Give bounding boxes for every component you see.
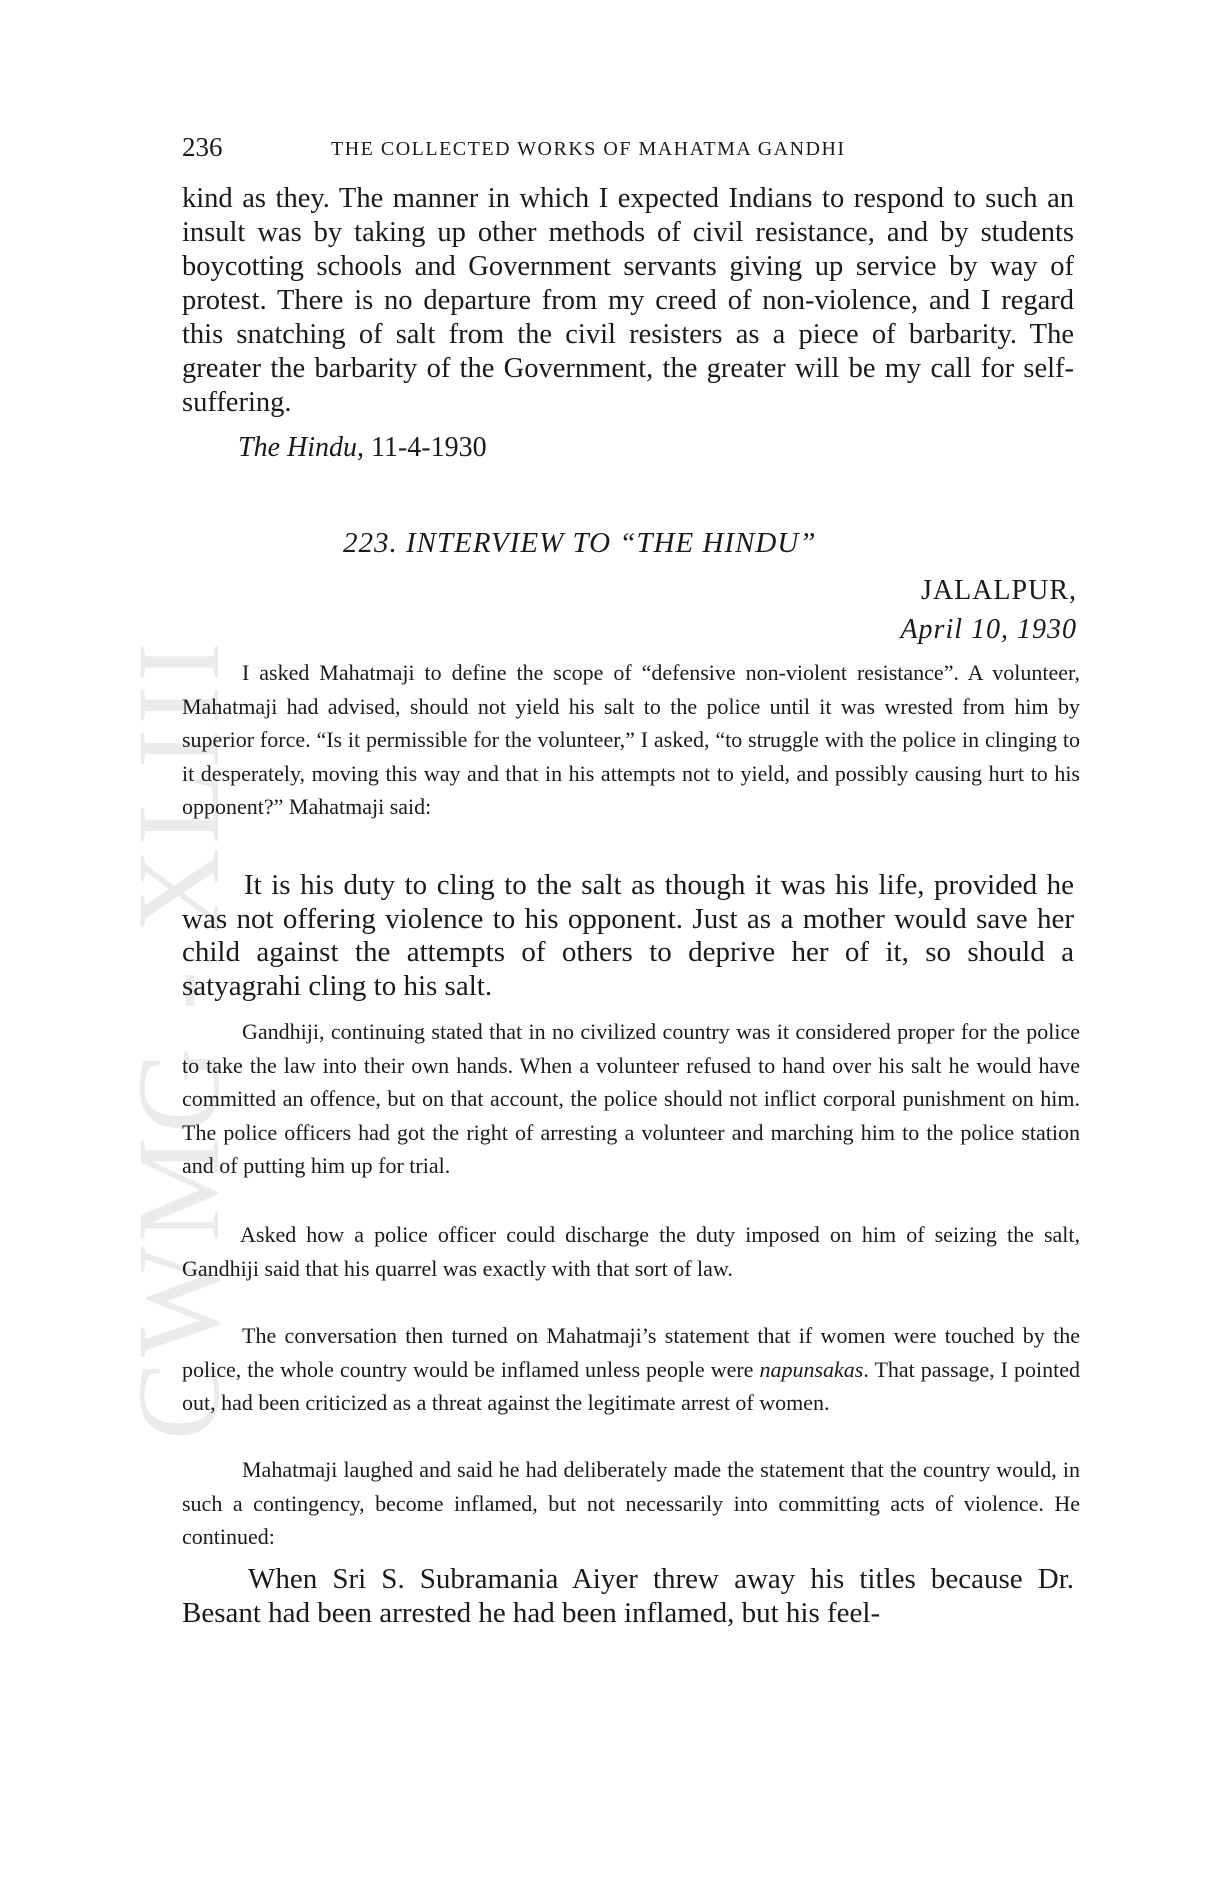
paragraph-laughed-text: Mahatmaji laughed and said he had deliberately made the statement that the country would, in such a contingency, become inflamed, but not necessarily into committing acts of violence. He continued:: [182, 1457, 1080, 1549]
paragraph-conversation: [182, 1319, 1080, 1420]
running-title: THE COLLECTED WORKS OF MAHATMA GANDHI: [331, 138, 846, 160]
paragraph-gandhiji-text: Gandhiji, continuing stated that in no civilized country was it considered proper for the police to take the law into their own hands. When a volunteer refused to hand over his salt he would have committed an offence, but on that account, the police should not inflict corporal punishment on him. The police officers had got the right of arresting a volunteer and marching him to the police station and of putting him up for trial.: [182, 1019, 1080, 1178]
napunsakas-term: napunsakas: [759, 1356, 864, 1382]
paragraph-intro: [182, 656, 1080, 824]
source-separator: ,: [357, 432, 371, 463]
paragraph-conversation-text-2: . That passage, I pointed out, had been criticized as a threat against the legitimate arrest of women.: [182, 1356, 1080, 1415]
quote-paragraph-1: [182, 869, 1074, 1003]
source-citation: [238, 432, 487, 464]
paragraph-gandhiji: [182, 1015, 1080, 1183]
quote-1-text: It is his duty to cling to the salt as though it was his life, provided he was not offering violence to his opponent. Just as a mother would save her child against the attempts of others to deprive her of it, so should a satyagrahi cling to his salt.: [182, 869, 1074, 1002]
paragraph-laughed: [182, 1453, 1080, 1554]
quote-paragraph-2: [182, 1563, 1074, 1630]
source-date: 11-4-1930: [371, 432, 487, 463]
watermark: CWMG - XLIII: [113, 638, 244, 1440]
page-number: 236: [182, 132, 223, 162]
paragraph-intro-text: I asked Mahatmaji to define the scope of “defensive non-violent resistance”. A volunteer, Mahatmaji had advised, should not yield his salt to the police until it was wrested from him by superior force. “Is it permissible for the volunteer,” I asked, “to struggle with the police in clinging to it desperately, moving this way and that in his attempts not to yield, and possibly causing hurt to his opponent?” Mahatmaji said:: [182, 660, 1080, 819]
dateline-date: April 10, 1930: [900, 614, 1077, 645]
section-heading: 223. INTERVIEW TO “THE HINDU”: [343, 527, 817, 559]
quote-2-text: When Sri S. Subramania Aiyer threw away his titles because Dr. Besant had been arrested he had been inflamed, but his feel-: [182, 1563, 1074, 1629]
source-publication: The Hindu: [238, 432, 357, 463]
paragraph-asked: [182, 1218, 1080, 1285]
paragraph-asked-text: Asked how a police officer could discharge the duty imposed on him of seizing the salt, Gandhiji said that his quarrel was exactly with that sort of law.: [182, 1222, 1080, 1281]
dateline-place: JALALPUR,: [920, 575, 1077, 606]
opening-paragraph: kind as they. The manner in which I expected Indians to respond to such an insult was by taking up other methods of civil resistance, and by students boycotting schools and Government servants giving up service by way of protest. There is no departure from my creed of non-violence, and I regard this snatching of salt from the civil resisters as a piece of barbarity. The greater the barbarity of the Government, the greater will be my call for self-suffering.: [182, 183, 1074, 418]
paragraph-conversation-text-1: The conversation then turned on Mahatmaji’s statement that if women were touched by the police, the whole country would be inflamed unless people were: [182, 1323, 1080, 1382]
